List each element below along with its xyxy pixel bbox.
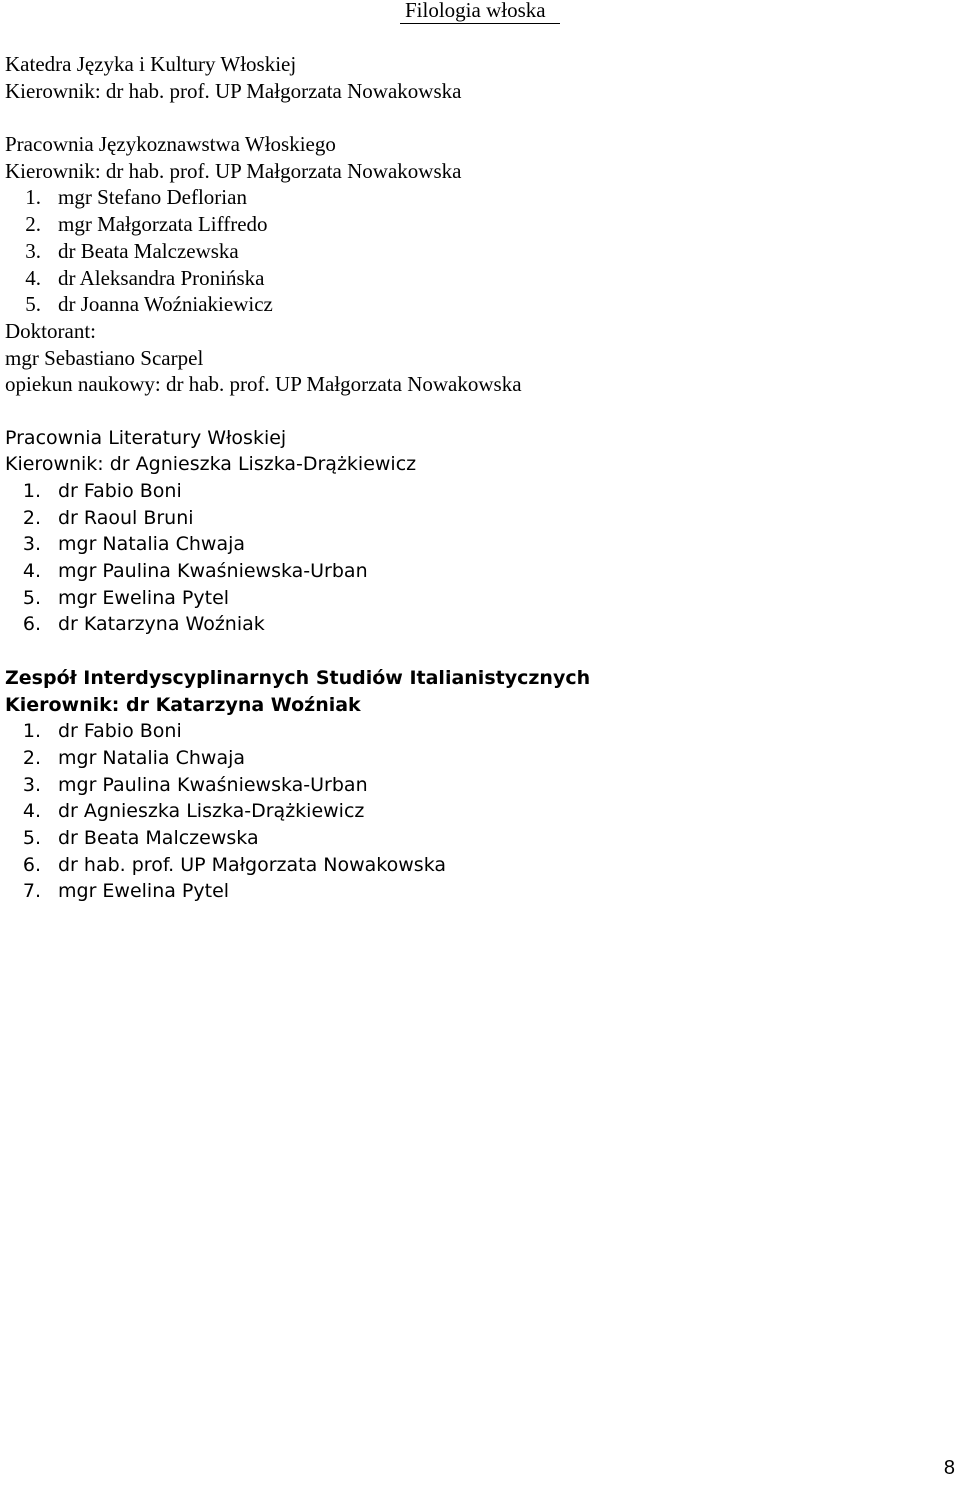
list-item	[5, 211, 945, 238]
page-number: 8	[943, 1457, 955, 1479]
member-name: dr Katarzyna Woźniak	[58, 613, 265, 636]
list-item	[5, 291, 945, 318]
member-name: dr Joanna Woźniakiewicz	[58, 292, 273, 317]
pracownia-literatury-members	[5, 478, 945, 638]
member-name: mgr Ewelina Pytel	[58, 586, 230, 609]
member-name: dr Agnieszka Liszka-Drążkiewicz	[58, 800, 365, 823]
katedra-section	[5, 51, 945, 104]
list-item	[5, 238, 945, 265]
member-name: mgr Małgorzata Liffredo	[58, 212, 268, 237]
list-item	[5, 478, 945, 505]
member-name: dr Raoul Bruni	[58, 506, 194, 529]
member-name: mgr Paulina Kwaśniewska-Urban	[58, 773, 368, 796]
member-name: mgr Natalia Chwaja	[58, 533, 246, 556]
list-item	[5, 265, 945, 292]
list-item	[5, 878, 945, 905]
list-number: 3.	[22, 773, 41, 796]
member-name: mgr Ewelina Pytel	[58, 880, 230, 903]
pracownia-jezykoznawstwa-head: Kierownik: dr hab. prof. UP Małgorzata Nowakowska	[5, 158, 462, 183]
member-name: mgr Stefano Deflorian	[58, 185, 247, 210]
list-number: 2.	[22, 506, 41, 529]
zespol-name: Zespół Interdyscyplinarnych Studiów Italianistycznych	[5, 666, 591, 689]
list-number: 5.	[22, 826, 41, 849]
list-item	[5, 745, 945, 772]
list-item	[5, 798, 945, 825]
list-item	[5, 558, 945, 585]
list-number: 3.	[25, 238, 41, 263]
pracownia-jezykoznawstwa-members	[5, 184, 945, 317]
page-header-title: Filologia włoska	[405, 0, 546, 22]
opiekun-naukowy: opiekun naukowy: dr hab. prof. UP Małgorzata Nowakowska	[5, 372, 522, 397]
member-name: dr Beata Malczewska	[58, 826, 259, 849]
katedra-head: Kierownik: dr hab. prof. UP Małgorzata Nowakowska	[5, 78, 462, 103]
zespol-members	[5, 718, 945, 905]
pracownia-literatury-name: Pracownia Literatury Włoskiej	[5, 426, 287, 449]
member-name: dr Beata Malczewska	[58, 238, 239, 263]
list-number: 7.	[22, 880, 41, 903]
list-number: 4.	[22, 560, 41, 583]
list-item	[5, 718, 945, 745]
list-item	[5, 585, 945, 612]
pracownia-literatury-section	[5, 425, 945, 639]
list-number: 6.	[22, 853, 41, 876]
list-item	[5, 852, 945, 879]
zespol-head: Kierownik: dr Katarzyna Woźniak	[5, 693, 361, 716]
list-number: 1.	[22, 480, 41, 502]
list-item	[5, 825, 945, 852]
list-number: 4.	[22, 800, 41, 823]
zespol-section	[5, 665, 945, 905]
member-name: mgr Natalia Chwaja	[58, 746, 246, 769]
header-underline	[400, 23, 560, 24]
list-number: 5.	[25, 292, 41, 317]
spacer	[5, 104, 945, 131]
list-item	[5, 184, 945, 211]
list-item	[5, 611, 945, 638]
pracownia-jezykoznawstwa-name: Pracownia Językoznawstwa Włoskiego	[5, 132, 336, 157]
pracownia-literatury-head: Kierownik: dr Agnieszka Liszka-Drążkiewicz	[5, 453, 417, 476]
spacer	[5, 398, 945, 425]
member-name: dr hab. prof. UP Małgorzata Nowakowska	[58, 853, 447, 876]
list-number: 3.	[22, 533, 41, 556]
document-body	[5, 51, 945, 905]
list-number: 1.	[22, 720, 41, 743]
doktorant-name: mgr Sebastiano Scarpel	[5, 345, 204, 370]
list-number: 5.	[22, 586, 41, 609]
spacer	[5, 638, 945, 665]
list-item	[5, 772, 945, 799]
list-number: 4.	[25, 265, 41, 290]
list-number: 2.	[22, 746, 41, 769]
member-name: dr Fabio Boni	[58, 480, 182, 502]
member-name: dr Fabio Boni	[58, 720, 182, 743]
doktorant-label: Doktorant:	[5, 318, 96, 343]
pracownia-jezykoznawstwa-section	[5, 131, 945, 398]
list-number: 6.	[22, 613, 41, 636]
list-item	[5, 531, 945, 558]
member-name: dr Aleksandra Pronińska	[58, 265, 265, 290]
list-item	[5, 505, 945, 532]
member-name: mgr Paulina Kwaśniewska-Urban	[58, 560, 368, 583]
katedra-name: Katedra Języka i Kultury Włoskiej	[5, 52, 297, 76]
list-number: 1.	[25, 185, 41, 210]
list-number: 2.	[25, 212, 41, 237]
